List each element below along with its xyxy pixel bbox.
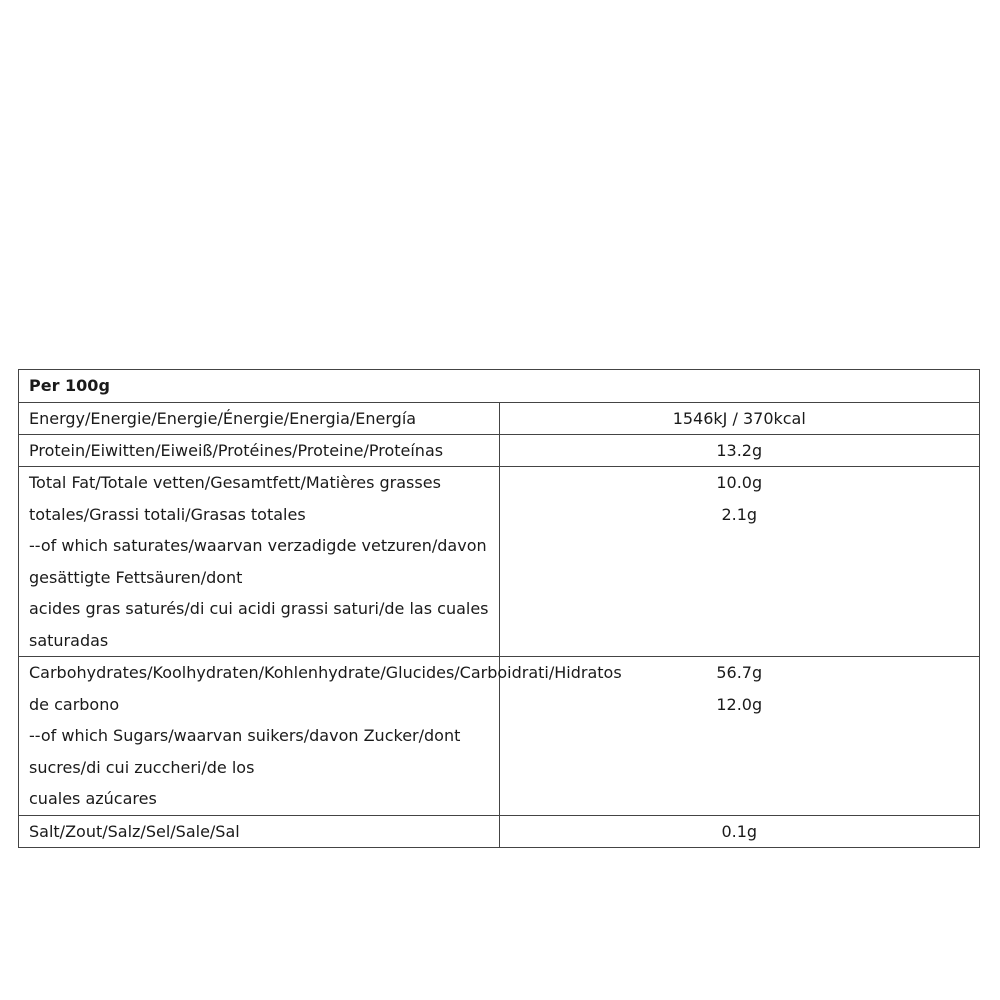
nutrient-label-line: Salt/Zout/Salz/Sel/Sale/Sal xyxy=(29,821,240,841)
nutrient-value xyxy=(499,435,980,467)
nutrient-label-line: --of which Sugars/waarvan suikers/davon Zucker/dont sucres/di cui zuccheri/de los xyxy=(29,726,461,777)
table-row-protein xyxy=(19,435,980,467)
nutrient-value xyxy=(499,467,980,657)
nutrient-value-line: 13.2g xyxy=(716,441,763,460)
nutrient-value-line: 0.1g xyxy=(721,821,758,841)
nutrient-label-line: Energy/Energie/Energie/Énergie/Energia/Energía xyxy=(29,409,417,428)
nutrition-table xyxy=(18,369,980,848)
table-header: Per 100g xyxy=(19,370,980,403)
nutrient-label xyxy=(19,403,500,435)
nutrient-label xyxy=(19,657,622,816)
nutrient-label xyxy=(19,467,500,657)
table-row-energy xyxy=(19,403,980,435)
nutrient-label-line: Protein/Eiwitten/Eiweiß/Protéines/Proteine/Proteínas xyxy=(29,441,444,460)
nutrient-label-line: --of which saturates/waarvan verzadigde vetzuren/davon gesättigte Fettsäuren/dont xyxy=(29,536,487,587)
table-row-carbohydrates xyxy=(19,657,980,816)
nutrient-label-line: cuales azúcares xyxy=(29,789,157,808)
table-header-row xyxy=(19,370,980,403)
nutrient-label-line: Carbohydrates/Koolhydraten/Kohlenhydrate/Glucides/Carboidrati/Hidratos de carbono xyxy=(29,663,622,714)
nutrient-label xyxy=(19,435,500,467)
table-row-salt xyxy=(19,815,980,847)
nutrient-value-line: 1546kJ / 370kcal xyxy=(672,409,806,428)
table-row-fat xyxy=(19,467,980,657)
nutrient-label-line: Total Fat/Totale vetten/Gesamtfett/Matières grasses totales/Grassi totali/Grasas totales xyxy=(29,473,441,524)
nutrient-label xyxy=(19,815,500,847)
nutrient-value xyxy=(499,403,980,435)
nutrient-value-line: 10.0g xyxy=(716,473,763,492)
nutrient-value-line: 56.7g xyxy=(716,663,763,682)
nutrient-value xyxy=(499,815,980,847)
nutrient-label-line: acides gras saturés/di cui acidi grassi saturi/de las cuales saturadas xyxy=(29,599,489,650)
nutrient-value-line: 2.1g xyxy=(721,504,758,524)
nutrient-value-line: 12.0g xyxy=(716,694,763,714)
